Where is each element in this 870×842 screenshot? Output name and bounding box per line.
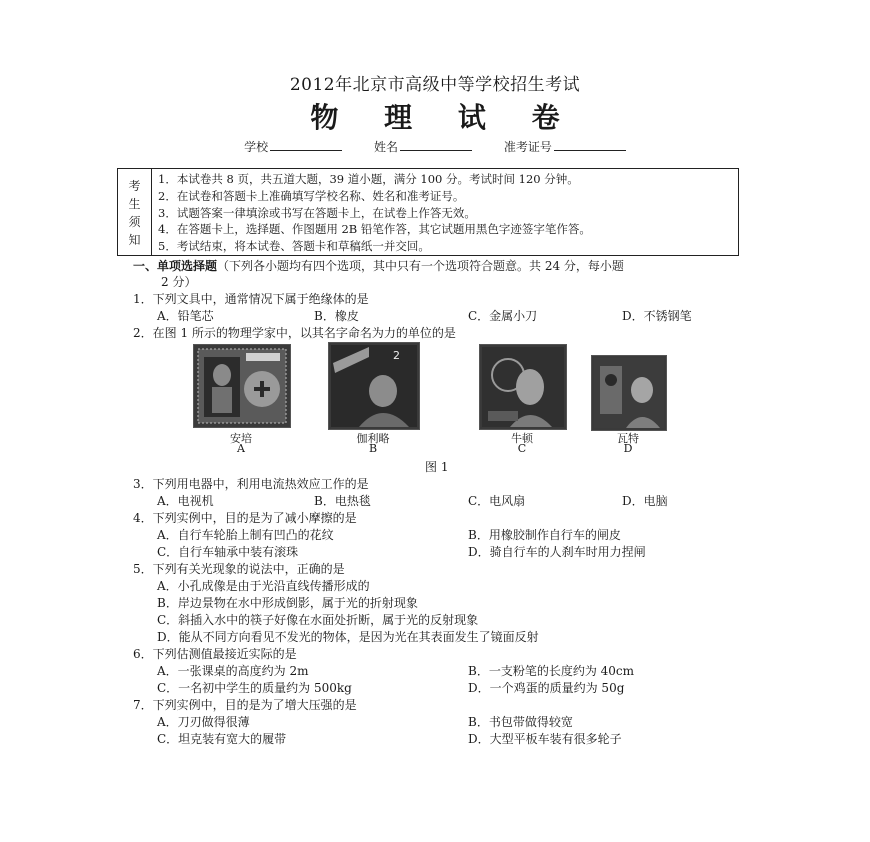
option-d[interactable]: D．能从不同方向看见不发光的物体，是因为光在其表面发生了镜面反射 (157, 630, 539, 644)
question-stem: 6．下列估测值最接近实际的是 (133, 647, 297, 661)
stamp-galileo-image (328, 342, 420, 430)
option-a[interactable]: A．铅笔芯 (157, 309, 214, 323)
candidate-notice-box (117, 168, 739, 256)
option-b[interactable]: B．书包带做得较宽 (468, 715, 573, 729)
section-description: （下列各小题均有四个选项，其中只有一个选项符合题意。共 24 分，每小题 (217, 259, 624, 273)
school-blank[interactable] (270, 140, 342, 151)
notice-item: 4．在答题卡上，选择题、作图题用 2B 铅笔作答，其它试题用黑色字迹签字笔作答。 (158, 222, 591, 237)
notice-item: 5．考试结束，将本试卷、答题卡和草稿纸一并交回。 (158, 239, 430, 254)
option-b[interactable]: B．电热毯 (314, 494, 371, 508)
stamp-ampere-image (193, 344, 291, 428)
option-c[interactable]: C．一名初中学生的质量约为 500kg (157, 681, 352, 695)
option-a[interactable]: A．电视机 (157, 494, 214, 508)
question-stem: 1．下列文具中，通常情况下属于绝缘体的是 (133, 292, 369, 306)
notice-heading-char: 知 (128, 233, 141, 247)
option-c[interactable]: C．坦克装有宽大的履带 (157, 732, 287, 746)
section-description-cont: 2 分） (161, 275, 197, 289)
question-stem: 3．下列用电器中，利用电流热效应工作的是 (133, 477, 369, 491)
stamp-value-text: 2 (393, 349, 400, 362)
option-a[interactable]: A．刀刃做得很薄 (157, 715, 250, 729)
exam-title: 2012年北京市高级中等学校招生考试 (289, 75, 581, 95)
option-a[interactable]: A．小孔成像是由于光沿直线传播形成的 (157, 579, 370, 593)
figure-label: 图 1 (425, 460, 449, 474)
name-label: 姓名 (373, 140, 398, 154)
stamp-newton-icon (480, 345, 566, 429)
section-heading (133, 258, 753, 290)
student-info-fields (0, 138, 870, 155)
stamp-caption-letter: C (517, 442, 527, 455)
stamp-newton-image (479, 344, 567, 430)
option-c[interactable]: C．电风扇 (468, 494, 526, 508)
exam-number-field[interactable] (504, 138, 626, 155)
notice-item: 3．试题答案一律填涂或书写在答题卡上，在试卷上作答无效。 (158, 205, 476, 220)
school-label: 学校 (244, 140, 269, 154)
question-stem: 7．下列实例中，目的是为了增大压强的是 (133, 698, 357, 712)
option-d[interactable]: D．电脑 (622, 494, 668, 508)
notice-heading (118, 169, 152, 255)
notice-item: 2．在试卷和答题卡上准确填写学校名称、姓名和准考证号。 (158, 188, 465, 203)
notice-heading-char: 考 (128, 179, 141, 193)
section-label: 一、单项选择题 (133, 259, 218, 273)
exam-number-label: 准考证号 (503, 140, 552, 154)
question-stem: 5．下列有关光现象的说法中，正确的是 (133, 562, 345, 576)
stamp-caption-name: 牛顿 (511, 432, 533, 445)
name-field[interactable] (374, 138, 472, 155)
stamp-caption-letter: B (368, 442, 378, 455)
stamp-watt-image (591, 355, 667, 431)
subject-title: 物 理 试 卷 (310, 101, 578, 134)
notice-item: 1．本试卷共 8 页，共五道大题，39 道小题，满分 100 分。考试时间 120 分钟。 (158, 172, 579, 186)
option-c[interactable]: C．斜插入水中的筷子好像在水面处折断，属于光的反射现象 (157, 613, 479, 627)
stamp-caption-name: 安培 (230, 432, 252, 445)
notice-list (158, 171, 733, 255)
exam-number-blank[interactable] (554, 140, 626, 151)
school-field[interactable] (244, 138, 342, 155)
stamp-caption-letter: D (623, 442, 633, 455)
option-b[interactable]: B．岸边景物在水中形成倒影，属于光的折射现象 (157, 596, 418, 610)
notice-heading-char: 须 (128, 215, 141, 229)
option-c[interactable]: C．金属小刀 (468, 309, 538, 323)
option-d[interactable]: D．骑自行车的人刹车时用力捏闸 (468, 545, 646, 559)
option-d[interactable]: D．大型平板车装有很多轮子 (468, 732, 622, 746)
option-c[interactable]: C．自行车轴承中装有滚珠 (157, 545, 299, 559)
question-stem: 2．在图 1 所示的物理学家中，以其名字命名为力的单位的是 (133, 326, 456, 340)
stamp-caption-letter: A (237, 442, 245, 455)
option-d[interactable]: D．一个鸡蛋的质量约为 50g (468, 681, 625, 695)
name-blank[interactable] (400, 140, 472, 151)
option-d[interactable]: D．不锈钢笔 (622, 309, 692, 323)
stamp-ampere-icon (194, 345, 290, 427)
option-b[interactable]: B．用橡胶制作自行车的闸皮 (468, 528, 621, 542)
stamp-galileo-icon (329, 343, 419, 429)
option-b[interactable]: B．橡皮 (314, 309, 359, 323)
notice-heading-char: 生 (128, 197, 141, 211)
question-stem: 4．下列实例中，目的是为了减小摩擦的是 (133, 511, 357, 525)
option-b[interactable]: B．一支粉笔的长度约为 40cm (468, 664, 635, 678)
option-a[interactable]: A．一张课桌的高度约为 2m (157, 664, 309, 678)
option-a[interactable]: A．自行车轮胎上制有凹凸的花纹 (157, 528, 334, 542)
stamp-watt-icon (592, 356, 666, 430)
stamp-caption-name: 瓦特 (617, 432, 639, 445)
stamp-caption-name: 伽利略 (356, 432, 390, 445)
